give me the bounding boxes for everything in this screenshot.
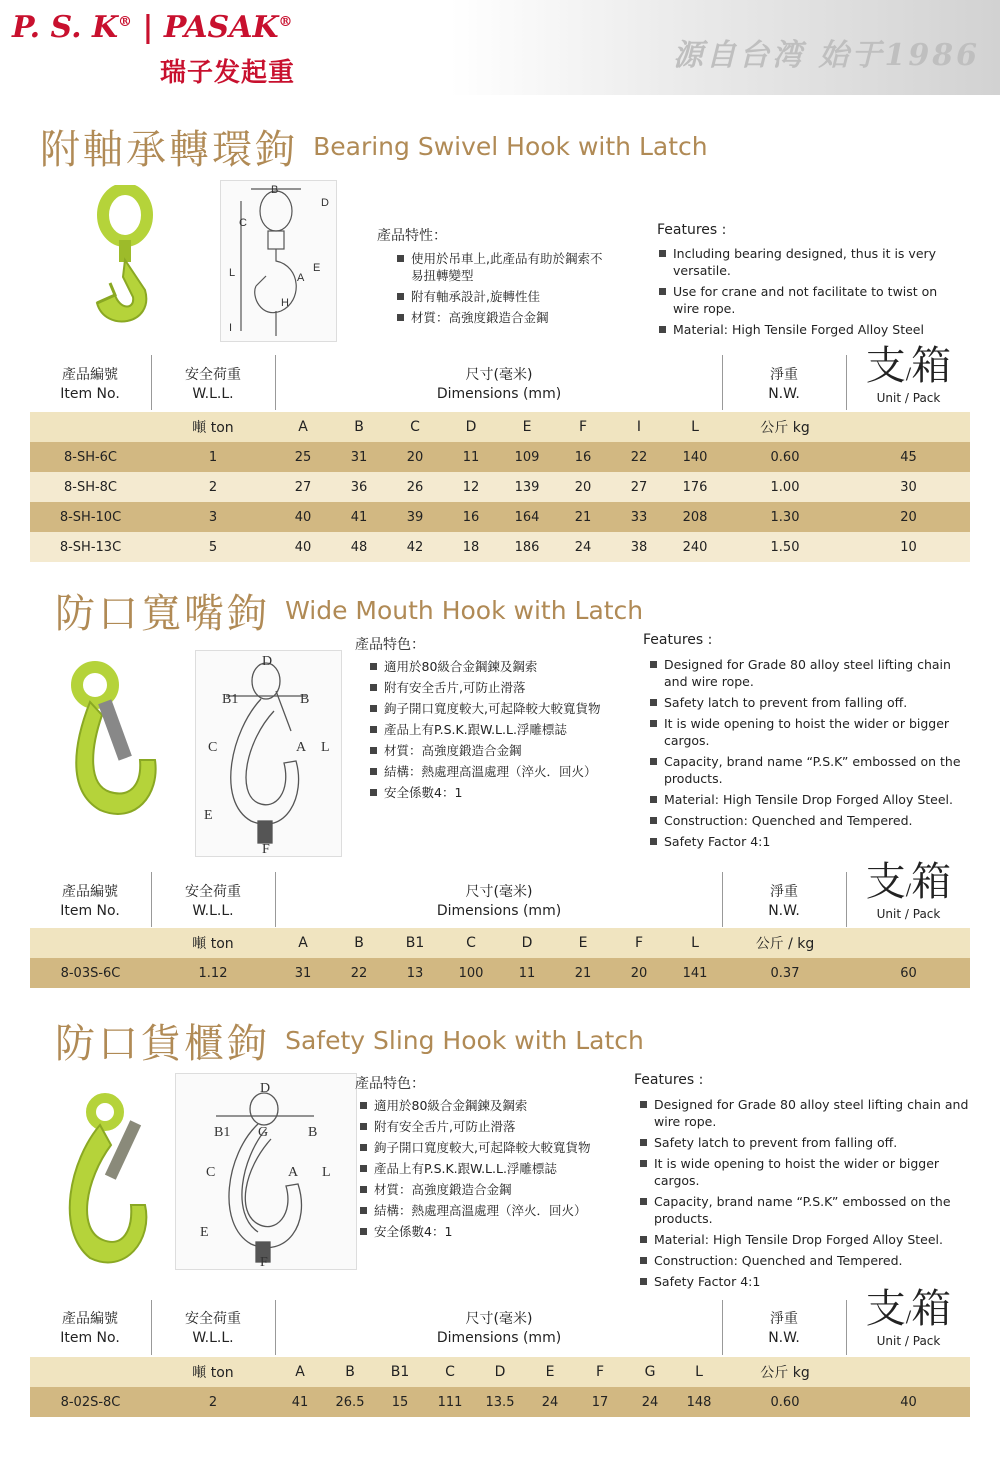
dim-label: F — [262, 842, 270, 857]
unit-pack-zh — [847, 850, 970, 907]
table-cell: 1.30 — [723, 502, 847, 532]
header-nw — [723, 883, 845, 921]
table-cell: 139 — [499, 472, 555, 502]
spec-table-2 — [30, 928, 970, 988]
table-cell: 2 — [151, 472, 275, 502]
unit-zhi: 支 — [865, 1286, 906, 1332]
table-cell: 1.50 — [723, 532, 847, 562]
table-cell: 13 — [387, 958, 443, 988]
list-item: 鉤子開口寬度較大,可起降較大較寬貨物 — [368, 700, 638, 717]
table-cell: 18 — [443, 532, 499, 562]
table-cell: 20 — [847, 502, 970, 532]
title-en: Wide Mouth Hook with Latch — [285, 596, 644, 625]
table-cell: 40 — [275, 532, 331, 562]
table-cell: 31 — [275, 958, 331, 988]
section-title-3 — [55, 1012, 644, 1069]
spec-table-3 — [30, 1357, 970, 1417]
title-zh: 附軸承轉環鉤 — [40, 127, 298, 173]
table-cell: 21 — [555, 958, 611, 988]
zh-features-list — [395, 250, 605, 330]
unit-pack-en: Unit / Pack — [876, 1334, 941, 1348]
wide-mouth-hook-drawing — [195, 650, 342, 857]
zh-features-list — [368, 658, 638, 805]
header-wll — [152, 1310, 274, 1348]
table-cell: E — [499, 412, 555, 442]
table-cell: L — [667, 928, 723, 958]
table-cell: 24 — [525, 1387, 575, 1417]
table-cell: 25 — [275, 442, 331, 472]
table-cell: A — [275, 1357, 325, 1387]
list-item: 產品上有P.S.K.跟W.L.L.浮雕標誌 — [358, 1160, 628, 1177]
table-cell: 111 — [425, 1387, 475, 1417]
list-item: Capacity, brand name “P.S.K” embossed on the products. — [648, 753, 973, 787]
table-cell: 1 — [151, 442, 275, 472]
table-cell: 8-SH-10C — [30, 502, 151, 532]
section-title-1 — [40, 118, 708, 175]
table-cell: 20 — [555, 472, 611, 502]
table-cell: 11 — [499, 958, 555, 988]
unit-pack-en: Unit / Pack — [876, 391, 941, 405]
wll-en: W.L.L. — [192, 903, 234, 919]
dim-label: C — [239, 217, 247, 229]
header-nw — [723, 366, 845, 404]
list-item: 安全係數4：1 — [368, 784, 638, 801]
logo-pasak: PASAK — [163, 10, 279, 45]
title-zh: 防口貨櫃鉤 — [55, 1021, 270, 1067]
table-cell: 42 — [387, 532, 443, 562]
header-wll — [152, 883, 274, 921]
dim-label: E — [200, 1225, 209, 1240]
list-item: 材質：高強度鍛造合金鋼 — [358, 1181, 628, 1198]
logo-reg-mark: ® — [118, 14, 133, 30]
list-item: 適用於80級合金鋼鍊及鋼索 — [358, 1097, 628, 1114]
list-item: 鉤子開口寬度較大,可起降較大較寬貨物 — [358, 1139, 628, 1156]
table-cell: 30 — [847, 472, 970, 502]
table-cell: E — [525, 1357, 575, 1387]
dim-zh: 尺寸(毫米) — [465, 884, 533, 900]
dim-en: Dimensions (mm) — [436, 1330, 562, 1346]
table-cell: 8-03S-6C — [30, 958, 151, 988]
list-item: 結構：熱處理高溫處理（淬火．回火） — [358, 1202, 628, 1219]
zh-features-list — [358, 1097, 628, 1244]
table-cell: C — [443, 928, 499, 958]
item-en: Item No. — [60, 1330, 120, 1346]
list-item: 結構：熱處理高溫處理（淬火．回火） — [368, 763, 638, 780]
en-features-list — [648, 656, 973, 854]
sling-hook-photo — [45, 1090, 165, 1275]
unit-zhi: 支 — [865, 859, 906, 905]
nw-zh: 淨重 — [770, 884, 798, 900]
list-item: Material: High Tensile Forged Alloy Steel — [657, 321, 957, 338]
table-cell: C — [425, 1357, 475, 1387]
header-unit-pack — [847, 334, 970, 405]
list-item: Material: High Tensile Drop Forged Alloy Steel. — [638, 1231, 978, 1248]
table-cell — [30, 1357, 151, 1387]
table-cell — [30, 412, 151, 442]
dim-label: C — [208, 740, 218, 755]
table-cell: 33 — [611, 502, 667, 532]
dim-label: D — [321, 197, 329, 209]
sling-hook-drawing — [175, 1073, 357, 1270]
table-row — [30, 442, 970, 472]
dim-label: B1 — [214, 1125, 231, 1140]
table-cell: 1.00 — [723, 472, 847, 502]
table-cell: 20 — [387, 442, 443, 472]
list-item: 安全係數4：1 — [358, 1223, 628, 1240]
en-features-heading: Features : — [643, 632, 713, 648]
table-cell — [847, 928, 970, 958]
header-wll — [152, 366, 274, 404]
table-cell: 40 — [275, 502, 331, 532]
list-item: Safety latch to prevent from falling off. — [638, 1134, 978, 1151]
table-cell: 16 — [555, 442, 611, 472]
dim-label: B — [271, 184, 279, 196]
table-cell: 39 — [387, 502, 443, 532]
table-cell: 11 — [443, 442, 499, 472]
logo-chinese: 瑞子发起重 — [160, 58, 296, 88]
dim-en: Dimensions (mm) — [436, 386, 562, 402]
table-cell: L — [667, 412, 723, 442]
wll-zh: 安全荷重 — [185, 1311, 241, 1327]
table-cell: 12 — [443, 472, 499, 502]
unit-slash: / — [905, 880, 912, 899]
table-row — [30, 1387, 970, 1417]
header-dimensions — [276, 1310, 722, 1348]
table-cell: 16 — [443, 502, 499, 532]
wll-en: W.L.L. — [192, 1330, 234, 1346]
unit-slash: / — [905, 1307, 912, 1326]
table-cell: A — [275, 412, 331, 442]
spec-table-1 — [30, 412, 970, 562]
table-cell: 164 — [499, 502, 555, 532]
table-cell — [30, 928, 151, 958]
item-zh: 產品編號 — [62, 1311, 118, 1327]
table-cell: E — [555, 928, 611, 958]
dim-label: A — [288, 1165, 299, 1180]
item-zh: 產品編號 — [62, 884, 118, 900]
table-cell: C — [387, 412, 443, 442]
list-item: 使用於吊車上,此產品有助於鋼索不易扭轉變型 — [395, 250, 605, 284]
table-row — [30, 532, 970, 562]
table-cell: 0.60 — [723, 1387, 847, 1417]
table-cell: D — [475, 1357, 525, 1387]
table-cell: 8-SH-6C — [30, 442, 151, 472]
dim-label: D — [260, 1081, 271, 1096]
nw-zh: 淨重 — [770, 367, 798, 383]
table-cell: 148 — [675, 1387, 723, 1417]
header-unit-pack — [847, 1277, 970, 1348]
table-cell: 100 — [443, 958, 499, 988]
dim-label: I — [229, 322, 233, 334]
header-item-no — [30, 366, 150, 404]
table-cell: 208 — [667, 502, 723, 532]
wide-mouth-hook-photo — [60, 660, 170, 830]
en-features-list — [657, 245, 957, 342]
table-cell: 31 — [331, 442, 387, 472]
table-cell: 8-SH-8C — [30, 472, 151, 502]
list-item: Construction: Quenched and Tempered. — [638, 1252, 978, 1269]
table-cell: 109 — [499, 442, 555, 472]
header-dimensions — [276, 883, 722, 921]
list-item: Designed for Grade 80 alloy steel lifting chain and wire rope. — [638, 1096, 978, 1130]
list-item: Including bearing designed, thus it is very versatile. — [657, 245, 957, 279]
dim-zh: 尺寸(毫米) — [465, 1311, 533, 1327]
table-row — [30, 502, 970, 532]
table-cell: 22 — [331, 958, 387, 988]
unit-xiang: 箱 — [911, 859, 952, 905]
list-item: 附有安全舌片,可防止滑落 — [368, 679, 638, 696]
item-zh: 產品編號 — [62, 367, 118, 383]
unit-pack-en: Unit / Pack — [876, 907, 941, 921]
table-cell: 13.5 — [475, 1387, 525, 1417]
list-item: Designed for Grade 80 alloy steel lifting chain and wire rope. — [648, 656, 973, 690]
table-cell: A — [275, 928, 331, 958]
title-en: Safety Sling Hook with Latch — [285, 1026, 644, 1055]
section-title-2 — [55, 582, 643, 639]
table-cell: 24 — [625, 1387, 675, 1417]
table-cell: 8-02S-8C — [30, 1387, 151, 1417]
dim-label: H — [281, 297, 289, 309]
title-zh: 防口寬嘴鉤 — [55, 591, 270, 637]
nw-en: N.W. — [768, 386, 800, 402]
table-cell: 186 — [499, 532, 555, 562]
table-cell: 24 — [555, 532, 611, 562]
dim-label: A — [297, 272, 305, 284]
title-en: Bearing Swivel Hook with Latch — [313, 132, 708, 161]
table-cell: 40 — [847, 1387, 970, 1417]
table-row — [30, 958, 970, 988]
list-item: Material: High Tensile Drop Forged Alloy Steel. — [648, 791, 973, 808]
table-cell: 1.12 — [151, 958, 275, 988]
table-cell: 22 — [611, 442, 667, 472]
dim-label: C — [206, 1165, 216, 1180]
dim-label: A — [296, 740, 307, 755]
list-item: 材質：高強度鍛造合金鋼 — [395, 309, 605, 326]
item-en: Item No. — [60, 386, 120, 402]
unit-xiang: 箱 — [911, 1286, 952, 1332]
table-cell: 10 — [847, 532, 970, 562]
en-features-heading: Features : — [634, 1072, 704, 1088]
table-cell: 0.37 — [723, 958, 847, 988]
table-cell: D — [443, 412, 499, 442]
header-unit-pack — [847, 850, 970, 921]
slogan: 源自台湾 始于1986 — [673, 38, 980, 73]
list-item: 產品上有P.S.K.跟W.L.L.浮雕標誌 — [368, 721, 638, 738]
table-cell: B — [331, 928, 387, 958]
en-features-list — [638, 1096, 978, 1294]
table-cell: 41 — [331, 502, 387, 532]
wll-en: W.L.L. — [192, 386, 234, 402]
table-cell: B — [331, 412, 387, 442]
en-features-heading: Features : — [657, 222, 727, 238]
dim-label: G — [258, 1125, 269, 1140]
table-cell: 公斤 kg — [723, 1357, 847, 1387]
table-cell: D — [499, 928, 555, 958]
table-cell: 噸 ton — [151, 412, 275, 442]
nw-en: N.W. — [768, 903, 800, 919]
table-cell: 2 — [151, 1387, 275, 1417]
units-row — [30, 1357, 970, 1387]
list-item: 附有軸承設計,旋轉性佳 — [395, 288, 605, 305]
unit-slash: / — [905, 364, 912, 383]
table-cell: 240 — [667, 532, 723, 562]
units-row — [30, 928, 970, 958]
table-cell: G — [625, 1357, 675, 1387]
list-item: Construction: Quenched and Tempered. — [648, 812, 973, 829]
list-item: Safety latch to prevent from falling off. — [648, 694, 973, 711]
table-cell: 17 — [575, 1387, 625, 1417]
table-cell: 26 — [387, 472, 443, 502]
logo-reg-mark-2: ® — [278, 14, 293, 30]
table-cell: 公斤 / kg — [723, 928, 847, 958]
table-cell: 38 — [611, 532, 667, 562]
table-cell: I — [611, 412, 667, 442]
table-cell: 3 — [151, 502, 275, 532]
wll-zh: 安全荷重 — [185, 884, 241, 900]
table-cell: 176 — [667, 472, 723, 502]
header-dimensions — [276, 366, 722, 404]
dim-label: B — [300, 692, 310, 707]
table-cell: 27 — [275, 472, 331, 502]
table-cell: 21 — [555, 502, 611, 532]
table-cell: B — [325, 1357, 375, 1387]
units-row — [30, 412, 970, 442]
table-cell — [847, 1357, 970, 1387]
list-item: Safety Factor 4:1 — [648, 833, 973, 850]
table-cell: 36 — [331, 472, 387, 502]
table-cell: F — [555, 412, 611, 442]
header-item-no — [30, 1310, 150, 1348]
table-cell: 41 — [275, 1387, 325, 1417]
header-item-no — [30, 883, 150, 921]
table-cell: 140 — [667, 442, 723, 472]
table-cell: 15 — [375, 1387, 425, 1417]
unit-xiang: 箱 — [911, 343, 952, 389]
unit-pack-zh — [847, 334, 970, 391]
dim-label: B1 — [222, 692, 239, 707]
list-item: Capacity, brand name “P.S.K” embossed on the products. — [638, 1193, 978, 1227]
table-cell: F — [611, 928, 667, 958]
dim-label: E — [313, 262, 321, 274]
nw-zh: 淨重 — [770, 1311, 798, 1327]
table-cell: 48 — [331, 532, 387, 562]
list-item: Safety Factor 4:1 — [638, 1273, 978, 1290]
dim-label: L — [321, 740, 330, 755]
brand-logo: P. S. K® | PASAK® — [12, 10, 293, 45]
table-cell: 141 — [667, 958, 723, 988]
zh-features-heading: 產品特色： — [355, 637, 425, 653]
table-cell: 公斤 kg — [723, 412, 847, 442]
dim-label: F — [260, 1255, 268, 1270]
table-cell: 27 — [611, 472, 667, 502]
list-item: It is wide opening to hoist the wider or bigger cargos. — [648, 715, 973, 749]
table-cell: L — [675, 1357, 723, 1387]
table-cell: 噸 ton — [151, 928, 275, 958]
zh-features-heading: 產品特色： — [355, 1076, 425, 1092]
swivel-hook-drawing — [220, 180, 337, 342]
table-cell: 8-SH-13C — [30, 532, 151, 562]
list-item: 材質：高強度鍛造合金鋼 — [368, 742, 638, 759]
list-item: 附有安全舌片,可防止滑落 — [358, 1118, 628, 1135]
table-cell: 26.5 — [325, 1387, 375, 1417]
table-cell: 20 — [611, 958, 667, 988]
dim-zh: 尺寸(毫米) — [465, 367, 533, 383]
wll-zh: 安全荷重 — [185, 367, 241, 383]
unit-zhi: 支 — [865, 343, 906, 389]
table-cell: B1 — [387, 928, 443, 958]
table-cell: 噸 ton — [151, 1357, 275, 1387]
list-item: It is wide opening to hoist the wider or bigger cargos. — [638, 1155, 978, 1189]
nw-en: N.W. — [768, 1330, 800, 1346]
table-cell: B1 — [375, 1357, 425, 1387]
table-cell: 45 — [847, 442, 970, 472]
dim-label: E — [204, 808, 213, 823]
list-item: 適用於80級合金鋼鍊及鋼索 — [368, 658, 638, 675]
logo-psk: P. S. K — [12, 10, 119, 45]
table-row — [30, 472, 970, 502]
swivel-hook-photo — [75, 185, 175, 335]
dim-label: D — [262, 654, 273, 669]
item-en: Item No. — [60, 903, 120, 919]
dim-label: B — [308, 1125, 318, 1140]
table-cell: 5 — [151, 532, 275, 562]
table-cell: 60 — [847, 958, 970, 988]
unit-pack-zh — [847, 1277, 970, 1334]
table-cell — [847, 412, 970, 442]
dim-label: L — [322, 1165, 331, 1180]
dim-en: Dimensions (mm) — [436, 903, 562, 919]
table-cell: 0.60 — [723, 442, 847, 472]
table-cell: F — [575, 1357, 625, 1387]
zh-features-heading: 產品特性： — [377, 228, 447, 244]
dim-label: L — [229, 267, 236, 279]
list-item: Use for crane and not facilitate to twist on wire rope. — [657, 283, 957, 317]
header-nw — [723, 1310, 845, 1348]
